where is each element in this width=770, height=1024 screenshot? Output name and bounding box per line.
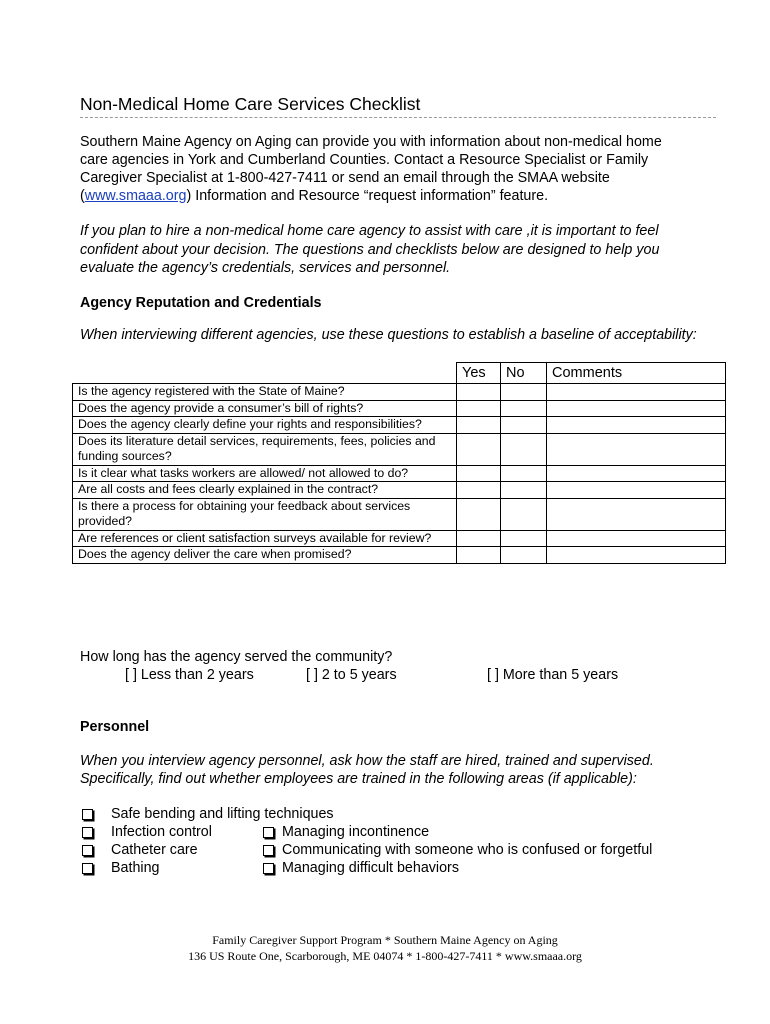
table-row bbox=[73, 433, 726, 465]
training-label: Safe bending and lifting techniques bbox=[111, 806, 334, 822]
training-item[interactable] bbox=[263, 859, 459, 877]
no-cell[interactable] bbox=[501, 498, 547, 530]
checkbox-icon[interactable] bbox=[263, 827, 274, 838]
intro-line: care agencies in York and Cumberland Counties. Contact a Resource Specialist or Family bbox=[80, 152, 649, 168]
question-cell: Is there a process for obtaining your feedback about services provided? bbox=[73, 498, 457, 530]
page-title: Non-Medical Home Care Services Checklist bbox=[80, 93, 716, 118]
training-item[interactable] bbox=[263, 823, 429, 841]
training-label: Managing difficult behaviors bbox=[282, 860, 459, 876]
comments-cell[interactable] bbox=[547, 465, 726, 482]
header-blank-cell bbox=[73, 363, 457, 384]
training-label: Bathing bbox=[111, 860, 160, 876]
training-item[interactable] bbox=[82, 841, 198, 859]
question-cell: Are all costs and fees clearly explained in the contract? bbox=[73, 482, 457, 499]
guidance-line: If you plan to hire a non-medical home care agency to assist with care ,it is important to feel bbox=[80, 223, 659, 239]
intro-line-rest: ) Information and Resource “request information” feature. bbox=[186, 188, 549, 204]
intro-line: Southern Maine Agency on Aging can provide you with information about non-medical home bbox=[80, 134, 662, 150]
comments-cell[interactable] bbox=[547, 482, 726, 499]
question-cell: Does the agency provide a consumer’s bill of rights? bbox=[73, 400, 457, 417]
training-label: Infection control bbox=[111, 824, 212, 840]
training-label: Managing incontinence bbox=[282, 824, 430, 840]
checkbox-icon[interactable] bbox=[263, 845, 274, 856]
comments-cell[interactable] bbox=[547, 400, 726, 417]
no-column-header: No bbox=[501, 363, 547, 384]
table-row bbox=[73, 530, 726, 547]
reputation-checklist-table bbox=[72, 362, 726, 564]
no-cell[interactable] bbox=[501, 400, 547, 417]
comments-cell[interactable] bbox=[547, 433, 726, 465]
training-label: Communicating with someone who is confused or forgetful bbox=[282, 842, 653, 858]
table-row bbox=[73, 498, 726, 530]
question-cell: Are references or client satisfaction surveys available for review? bbox=[73, 530, 457, 547]
training-item[interactable] bbox=[82, 823, 212, 841]
table-row bbox=[73, 482, 726, 499]
personnel-paragraph bbox=[80, 752, 730, 788]
reputation-note: When interviewing different agencies, use these questions to establish a baseline of acceptability: bbox=[80, 327, 697, 343]
question-cell: Does its literature detail services, requirements, fees, policies and funding sources? bbox=[73, 433, 457, 465]
option-less-than-2-years[interactable]: [ ] Less than 2 years bbox=[125, 667, 254, 683]
table-row bbox=[73, 417, 726, 434]
no-cell[interactable] bbox=[501, 433, 547, 465]
question-cell: Does the agency deliver the care when promised? bbox=[73, 547, 457, 564]
table-row bbox=[73, 384, 726, 401]
service-length-question: How long has the agency served the community? bbox=[80, 649, 393, 665]
training-label: Catheter care bbox=[111, 842, 198, 858]
guidance-paragraph bbox=[80, 222, 730, 278]
question-cell: Does the agency clearly define your rights and responsibilities? bbox=[73, 417, 457, 434]
guidance-line: confident about your decision. The questions and checklists below are designed to help you bbox=[80, 241, 660, 258]
checkbox-icon[interactable] bbox=[82, 809, 93, 820]
checkbox-icon[interactable] bbox=[263, 863, 274, 874]
table-row bbox=[73, 465, 726, 482]
yes-cell[interactable] bbox=[457, 465, 501, 482]
yes-cell[interactable] bbox=[457, 547, 501, 564]
comments-cell[interactable] bbox=[547, 547, 726, 564]
option-more-than-5-years[interactable]: [ ] More than 5 years bbox=[487, 667, 619, 683]
comments-cell[interactable] bbox=[547, 417, 726, 434]
training-item[interactable] bbox=[82, 805, 334, 823]
yes-cell[interactable] bbox=[457, 433, 501, 465]
paren: ( bbox=[80, 188, 85, 204]
training-item[interactable] bbox=[82, 859, 160, 877]
no-cell[interactable] bbox=[501, 530, 547, 547]
smaa-website-link[interactable]: www.smaaa.org bbox=[84, 188, 187, 204]
table-row bbox=[73, 547, 726, 564]
table-row bbox=[73, 400, 726, 417]
no-cell[interactable] bbox=[501, 465, 547, 482]
footer-line: Family Caregiver Support Program * Southern Maine Agency on Aging bbox=[212, 933, 558, 947]
table-header-row bbox=[73, 363, 726, 384]
no-cell[interactable] bbox=[501, 547, 547, 564]
footer bbox=[0, 932, 770, 964]
intro-line bbox=[80, 187, 730, 205]
checkbox-icon[interactable] bbox=[82, 845, 93, 856]
comments-cell[interactable] bbox=[547, 498, 726, 530]
no-cell[interactable] bbox=[501, 384, 547, 401]
footer-line: 136 US Route One, Scarborough, ME 04074 * 1-800-427-7411 * www.smaaa.org bbox=[188, 949, 582, 963]
yes-cell[interactable] bbox=[457, 417, 501, 434]
intro-line: Caregiver Specialist at 1-800-427-7411 or send an email through the SMAA website bbox=[80, 170, 610, 186]
yes-cell[interactable] bbox=[457, 400, 501, 417]
comments-column-header: Comments bbox=[547, 363, 726, 384]
question-cell: Is it clear what tasks workers are allowed/ not allowed to do? bbox=[73, 465, 457, 482]
yes-cell[interactable] bbox=[457, 482, 501, 499]
reputation-heading: Agency Reputation and Credentials bbox=[80, 295, 322, 311]
no-cell[interactable] bbox=[501, 417, 547, 434]
yes-cell[interactable] bbox=[457, 530, 501, 547]
personnel-heading: Personnel bbox=[80, 719, 150, 735]
yes-cell[interactable] bbox=[457, 384, 501, 401]
personnel-line: Specifically, find out whether employees are trained in the following areas (if applicable): bbox=[80, 771, 637, 787]
training-item[interactable] bbox=[263, 841, 652, 859]
no-cell[interactable] bbox=[501, 482, 547, 499]
personnel-line: When you interview agency personnel, ask how the staff are hired, trained and supervised. bbox=[80, 753, 654, 769]
checkbox-icon[interactable] bbox=[82, 827, 93, 838]
question-cell: Is the agency registered with the State of Maine? bbox=[73, 384, 457, 401]
guidance-line: evaluate the agency’s credentials, services and personnel. bbox=[80, 260, 451, 276]
yes-column-header: Yes bbox=[457, 363, 501, 384]
option-2-to-5-years[interactable]: [ ] 2 to 5 years bbox=[306, 667, 397, 683]
checkbox-icon[interactable] bbox=[82, 863, 93, 874]
comments-cell[interactable] bbox=[547, 384, 726, 401]
intro-paragraph bbox=[80, 133, 730, 205]
comments-cell[interactable] bbox=[547, 530, 726, 547]
yes-cell[interactable] bbox=[457, 498, 501, 530]
